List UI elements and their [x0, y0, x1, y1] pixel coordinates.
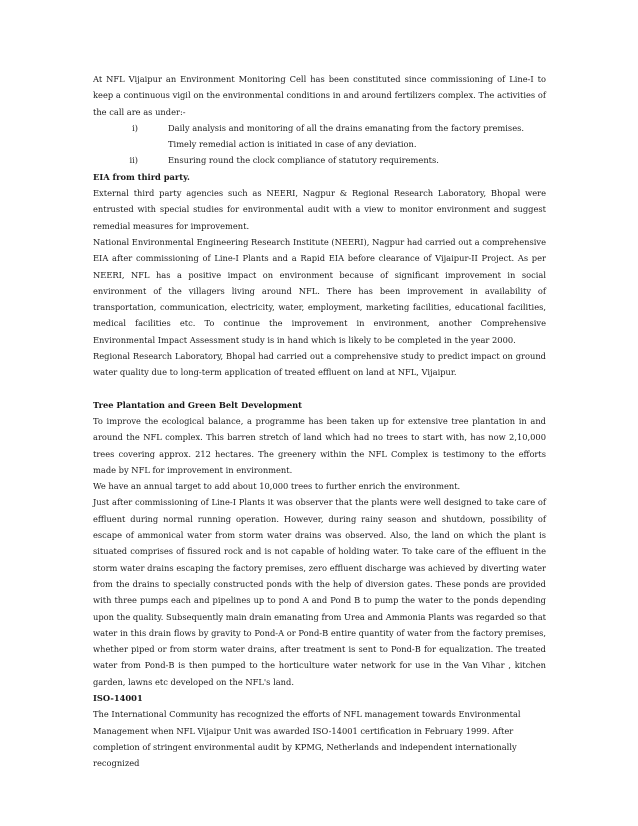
eia-paragraph-1: External third party agencies such as NEERI, Nagpur & Regional Research Laboratory, Bhopal were entrusted with special studies for environmental audit with a view to monitor environment and suggest remedial measures for improvement.: [93, 188, 546, 231]
list-item: [93, 120, 546, 136]
section-spacer: [93, 381, 546, 397]
list-number: i): [132, 122, 138, 133]
eia-paragraph-2: National Environmental Engineering Research Institute (NEERI), Nagpur had carried out a comprehensive EIA after commissioning of Line-I Plants and a Rapid EIA before clearance of Vijaipur-II Project. As per NEERI, NFL has a positive impact on environment because of significant improvement in social environment of the villagers living around NFL. There has been improvement in availability of transportation, communication, electricity, water, employment, marketing facilities, educational facilities, medical facilities etc. To continue the improvement in environment, another Comprehensive Environmental Impact Assessment study is in hand which is likely to be completed in the year 2000.: [93, 236, 546, 345]
iso-paragraph-1: The International Community has recognized the efforts of NFL management towards Environmental Management when NFL Vijaipur Unit was awarded ISO-14001 certification in February 1999. After completion of stringent environmental audit by KPMG, Netherlands and independent internationally recognized: [93, 709, 521, 769]
tree-paragraph-3: Just after commissioning of Line-I Plants it was observer that the plants were well designed to take care of effluent during normal running operation. However, during rainy season and shutdown, possibility of escape of ammonical water from storm water drains was observed. Also, the land on which the plant is situated comprises of fissured rock and is not capable of holding water. To take care of the effluent in the storm water drains escaping the factory premises, zero effluent discharge was achieved by diverting water from the drains to specially constructed ponds with the help of diversion gates. These ponds are provided with three pumps each and pipelines up to pond A and Pond B to pump the water to the ponds depending upon the quality. Subsequently main drain emanating from Urea and Ammonia Plants was regarded so that water in this drain flows by gravity to Pond-A or Pond-B entire quantity of water from the factory premises, whether piped or from storm water drains, after treatment is sent to Pond-B for equalization. The treated water from Pond-B is then pumped to the horticulture water network for use in the Van Vihar , kitchen garden, lawns etc developed on the NFL's land.: [93, 497, 546, 687]
list-continuation: Timely remedial action is initiated in case of any deviation.: [168, 139, 417, 150]
list-item: [93, 152, 546, 168]
list-text: Daily analysis and monitoring of all the drains emanating from the factory premises.: [168, 122, 525, 133]
tree-paragraph-1: To improve the ecological balance, a programme has been taken up for extensive tree plantation in and around the NFL complex. This barren stretch of land which had no trees to start with, has now 2,10,000 trees covering approx. 212 hectares. The greenery within the NFL Complex is testimony to the efforts made by NFL for improvement in environment.: [93, 415, 546, 475]
intro-paragraph: At NFL Vijaipur an Environment Monitoring Cell has been constituted since commissioning of Line-I to keep a continuous vigil on the environmental conditions in and around fertilizers complex. The activities of the call are as under:-: [93, 74, 546, 117]
list-text: Ensuring round the clock compliance of statutory requirements.: [168, 155, 439, 166]
eia-paragraph-3: Regional Research Laboratory, Bhopal had carried out a comprehensive study to predict impact on ground water quality due to long-term application of treated effluent on land at NFL, Vijaipur.: [93, 351, 546, 378]
tree-heading: Tree Plantation and Green Belt Development: [93, 399, 303, 410]
tree-paragraph-2: We have an annual target to add about 10,000 trees to further enrich the environment.: [93, 481, 461, 492]
eia-heading: EIA from third party.: [93, 171, 190, 182]
iso-heading: ISO-14001: [93, 692, 143, 703]
list-number: ii): [129, 155, 138, 166]
